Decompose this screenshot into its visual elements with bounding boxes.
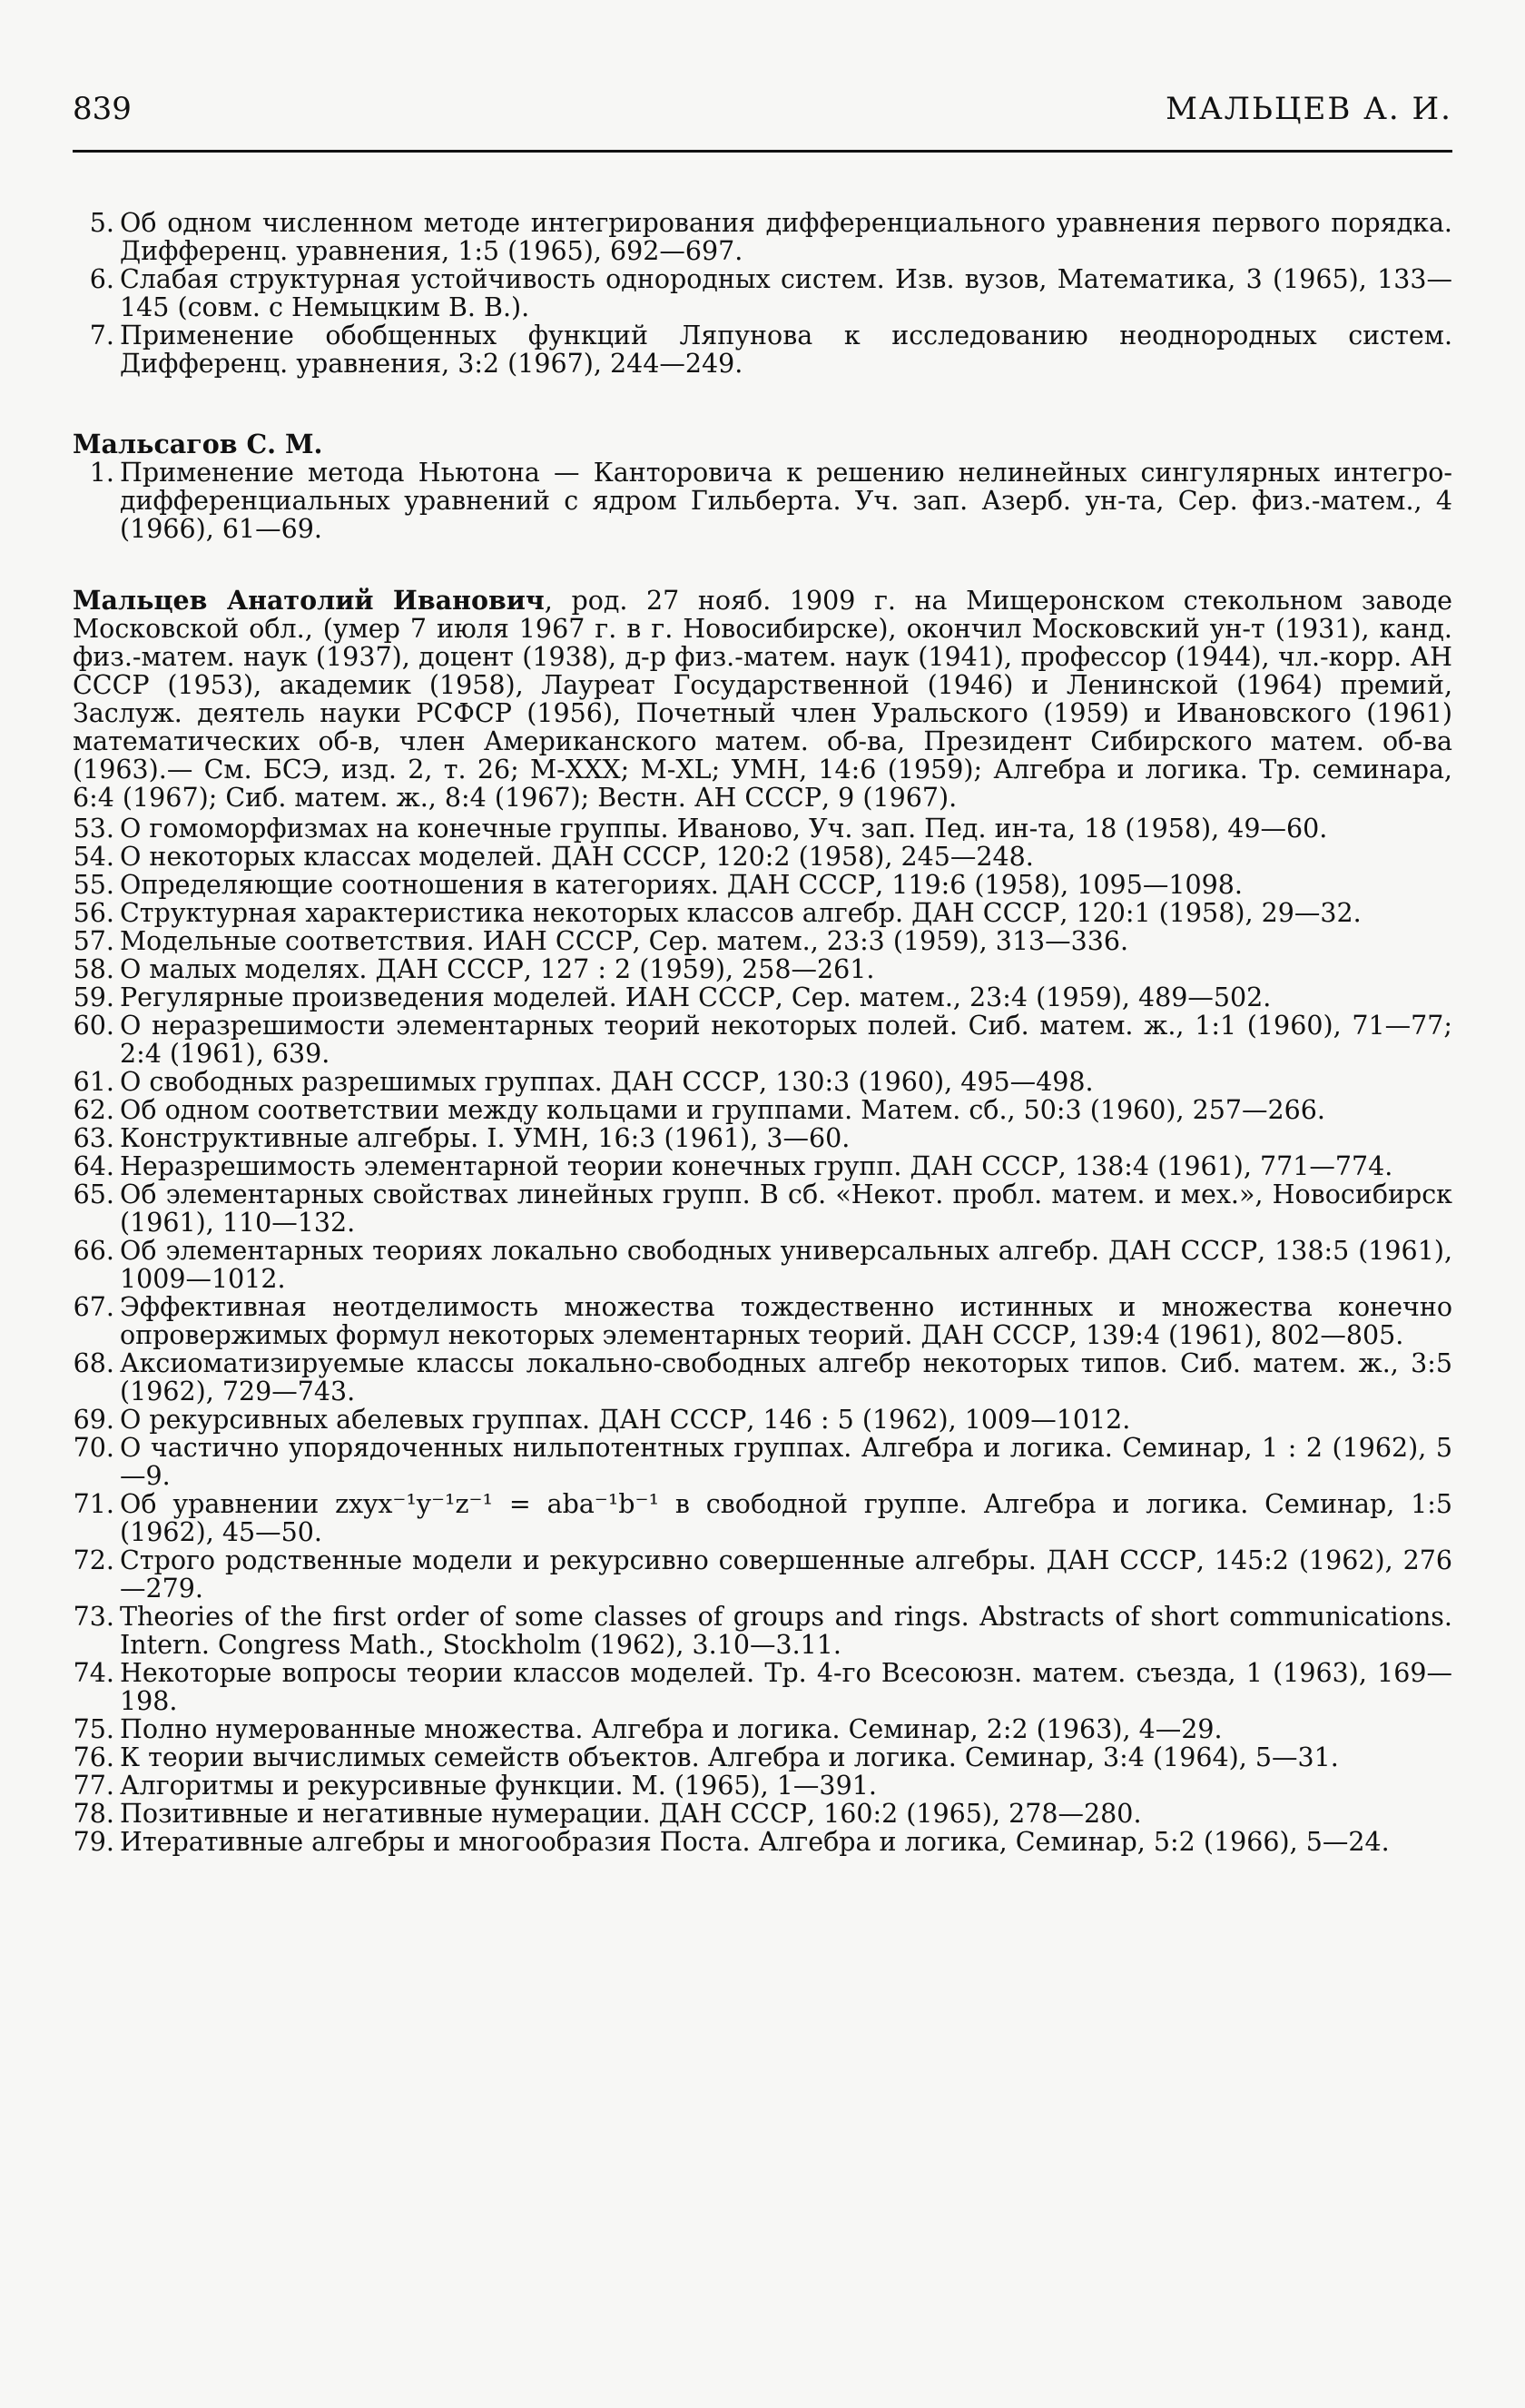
bibliography-entry: 66. Об элементарных теориях локально свободных универсальных алгебр. ДАН СССР, 138:5 (1961), 1009—1012. xyxy=(73,1236,1452,1294)
bibliography-entry: 77. Алгоритмы и рекурсивные функции. М. (1965), 1—391. xyxy=(73,1771,877,1801)
author-heading: Мальсагов С. М. xyxy=(73,429,323,459)
bibliography-entry: 58. О малых моделях. ДАН СССР, 127 : 2 (1959), 258—261. xyxy=(73,954,875,984)
bibliography-entry: 6. Слабая структурная устойчивость однородных систем. Изв. вузов, Математика, 3 (1965), 133—145 (совм. с Немыцким В. В.). xyxy=(89,264,1452,322)
bibliography-entry: 5. Об одном численном методе интегрирования дифференциального уравнения первого порядка. Дифференц. уравнения, 1:5 (1965), 692—697. xyxy=(89,208,1452,266)
bibliography-entry: 65. Об элементарных свойствах линейных групп. В сб. «Некот. пробл. матем. и мех.», Новосибирск (1961), 110—132. xyxy=(73,1179,1452,1238)
page-number: 839 xyxy=(73,91,132,127)
bibliography-entry: 63. Конструктивные алгебры. I. УМН, 16:3 (1961), 3—60. xyxy=(73,1123,851,1153)
biography-text: , род. 27 нояб. 1909 г. на Мищеронском стекольном заводе Московской обл., (умер 7 июля 1967 г. в г. Новосибирске), окончил Московский ун-т (1931), канд. физ.-матем. наук (1937), доцент (1938), д-р физ.-матем. наук (1941), профессор (1944), чл.-корр. АН СССР (1953), академик (1958), Лауреат Государственной (1946) и Ленинской (1964) премий, Заслуж. деятель науки РСФСР (1956), Почетный член Уральского (1959) и Ивановского (1961) математических об-в, член Американского матем. об-ва, Президент Сибирского матем. об-ва (1963).— См. БСЭ, изд. 2, т. 26; М-XXX; М-XL; УМН, 14:6 (1959); Алгебра и логика. Тр. семинара, 6:4 (1967); Сиб. матем. ж., 8:4 (1967); Вестн. АН СССР, 9 (1967). xyxy=(73,586,1452,813)
bibliography-entry: 74. Некоторые вопросы теории классов моделей. Тр. 4-го Всесоюзн. матем. съезда, 1 (1963), 169—198. xyxy=(73,1658,1452,1716)
bibliography-entry: 78. Позитивные и негативные нумерации. ДАН СССР, 160:2 (1965), 278—280. xyxy=(73,1799,1142,1829)
bibliography-entry: 7. Применение обобщенных функций Ляпунова к исследованию неоднородных систем. Дифференц. уравнения, 3:2 (1967), 244—249. xyxy=(89,321,1452,379)
bibliography-entry: 56. Структурная характеристика некоторых классов алгебр. ДАН СССР, 120:1 (1958), 29—32. xyxy=(73,898,1362,928)
bibliography-entry: 72. Строго родственные модели и рекурсивно совершенные алгебры. ДАН СССР, 145:2 (1962), 276—279. xyxy=(73,1545,1452,1604)
section-3 xyxy=(73,587,1452,1856)
bibliography-entry: 64. Неразрешимость элементарной теории конечных групп. ДАН СССР, 138:4 (1961), 771—774. xyxy=(73,1151,1393,1181)
section-1-entries xyxy=(73,209,1452,378)
bibliography-entry: 59. Регулярные произведения моделей. ИАН СССР, Сер. матем., 23:4 (1959), 489—502. xyxy=(73,982,1272,1012)
bibliography-entry: 71. Об уравнении zxyx⁻¹y⁻¹z⁻¹ = aba⁻¹b⁻¹ в свободной группе. Алгебра и логика. Семинар, 1:5 (1962), 45—50. xyxy=(73,1489,1452,1547)
author-biography xyxy=(73,587,1452,812)
bibliography-entry: 57. Модельные соответствия. ИАН СССР, Сер. матем., 23:3 (1959), 313—336. xyxy=(73,926,1129,956)
bibliography-entry: 55. Определяющие соотношения в категориях. ДАН СССР, 119:6 (1958), 1095—1098. xyxy=(73,870,1243,900)
page-header xyxy=(73,91,1452,145)
bibliography-entry: 53. О гомоморфизмах на конечные группы. Иваново, Уч. зап. Пед. ин-та, 18 (1958), 49—60. xyxy=(73,814,1328,844)
bibliography-entry: 68. Аксиоматизируемые классы локально-свободных алгебр некоторых типов. Сиб. матем. ж., 3:5 (1962), 729—743. xyxy=(73,1348,1452,1406)
bibliography-entry: 73. Theories of the first order of some classes of groups and rings. Abstracts of short communications. Intern. Congress Math., Stockholm (1962), 3.10—3.11. xyxy=(73,1602,1452,1660)
bibliography-entry: 60. О неразрешимости элементарных теорий некоторых полей. Сиб. матем. ж., 1:1 (1960), 71—77; 2:4 (1961), 639. xyxy=(73,1011,1452,1069)
header-rule xyxy=(73,150,1452,153)
bibliography-entry: 79. Итеративные алгебры и многообразия Поста. Алгебра и логика, Семинар, 5:2 (1966), 5—24. xyxy=(73,1827,1390,1857)
bibliography-entry: 70. О частично упорядоченных нильпотентных группах. Алгебра и логика. Семинар, 1 : 2 (1962), 5—9. xyxy=(73,1433,1452,1491)
running-head: МАЛЬЦЕВ А. И. xyxy=(1166,91,1452,127)
bibliography-entry: 62. Об одном соответствии между кольцами и группами. Матем. сб., 50:3 (1960), 257—266. xyxy=(73,1095,1325,1125)
bibliography-entry: 61. О свободных разрешимых группах. ДАН СССР, 130:3 (1960), 495—498. xyxy=(73,1067,1094,1097)
bibliography-entry: 54. О некоторых классах моделей. ДАН СССР, 120:2 (1958), 245—248. xyxy=(73,842,1034,872)
section-2 xyxy=(73,430,1452,543)
bibliography-entry: 67. Эффективная неотделимость множества тождественно истинных и множества конечно опровержимых формул некоторых элементарных теорий. ДАН СССР, 139:4 (1961), 802—805. xyxy=(73,1292,1452,1350)
page-body xyxy=(73,209,1452,1856)
bibliography-entry: 69. О рекурсивных абелевых группах. ДАН СССР, 146 : 5 (1962), 1009—1012. xyxy=(73,1405,1131,1435)
bibliography-entry: 76. К теории вычислимых семейств объектов. Алгебра и логика. Семинар, 3:4 (1964), 5—31. xyxy=(73,1742,1339,1772)
bibliography-entry: 75. Полно нумерованные множества. Алгебра и логика. Семинар, 2:2 (1963), 4—29. xyxy=(73,1714,1223,1744)
bibliography-entry: 1. Применение метода Ньютона — Канторовича к решению нелинейных сингулярных интегро-дифференциальных уравнений с ядром Гильберта. Уч. зап. Азерб. ун-та, Сер. физ.-матем., 4 (1966), 61—69. xyxy=(89,458,1452,544)
author-name: Мальцев Анатолий Иванович xyxy=(73,585,545,616)
